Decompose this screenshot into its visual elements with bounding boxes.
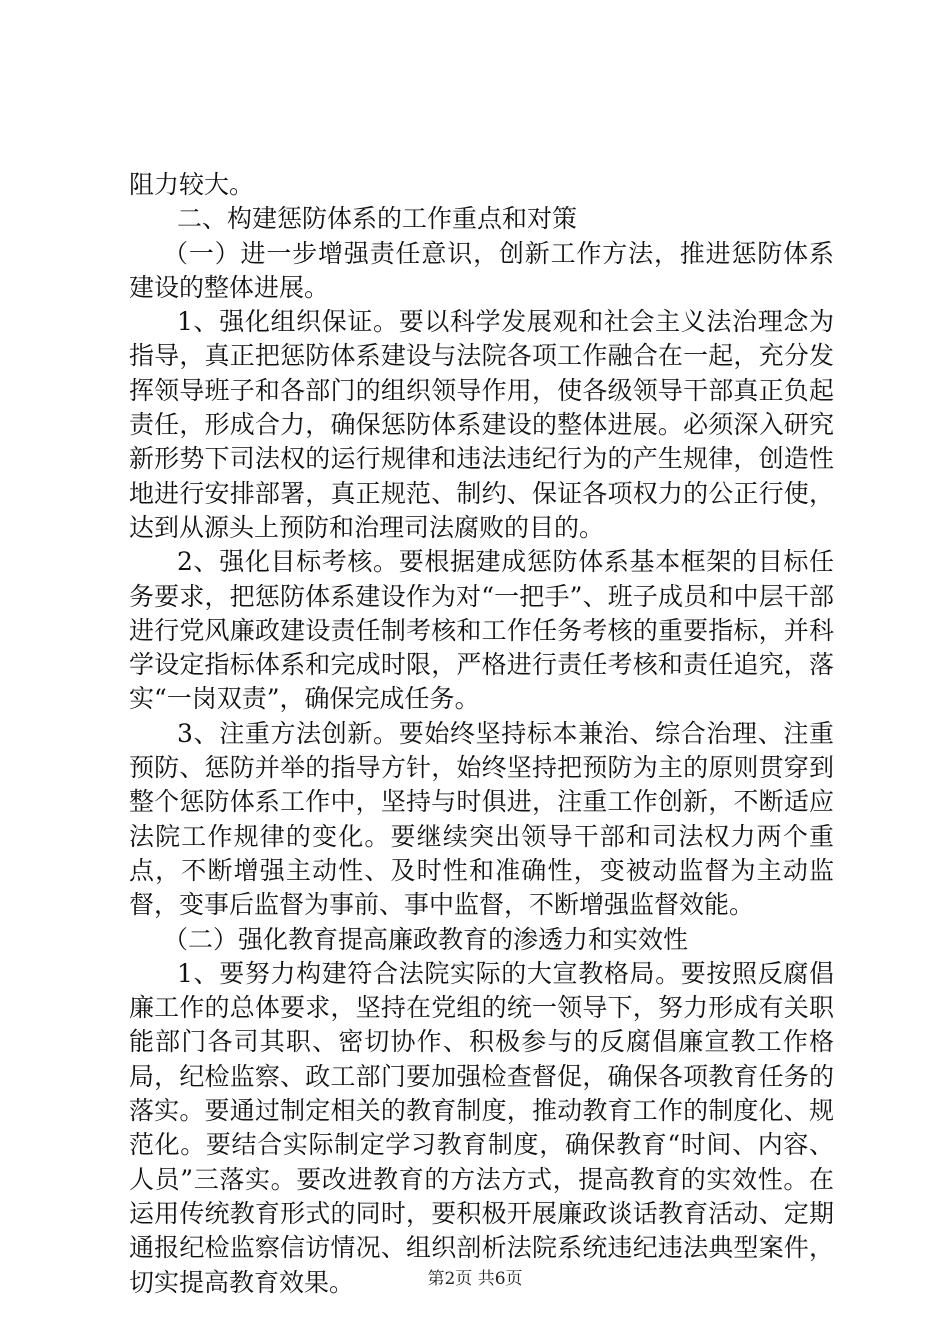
page-footer: 第2页 共6页 bbox=[427, 1269, 523, 1289]
sub-heading-two: （二）强化教育提高廉政教育的渗透力和实效性 bbox=[163, 924, 689, 954]
section-heading: 二、构建惩防体系的工作重点和对策 bbox=[177, 204, 578, 234]
body-text bbox=[129, 168, 834, 1300]
paragraph-item-3: 3、注重方法创新。要始终坚持标本兼治、综合治理、注重预防、惩防并举的指导方针，始终坚持把预防为主的原则贯穿到整个惩防体系工作中，坚持与时俱进，注重工作创新，不断适应法院工作规律的变化。要继续突出领导干部和司法权力两个重点，不断增强主动性、及时性和准确性，变被动监督为主动监督，变事后监督为事前、事中监督，不断增强监督效能。 bbox=[129, 718, 834, 920]
paragraph-item-2: 2、强化目标考核。要根据建成惩防体系基本框架的目标任务要求，把惩防体系建设作为对“一把手”、班子成员和中层干部进行党风廉政建设责任制考核和工作任务考核的重要指标，并科学设定指标体系和完成时限，严格进行责任考核和责任追究，落实“一岗双责”，确保完成任务。 bbox=[129, 547, 834, 714]
sub-heading-one: （一）进一步增强责任意识，创新工作方法，推进惩防体系建设的整体进展。 bbox=[129, 238, 834, 302]
paragraph-continuation: 阻力较大。 bbox=[129, 170, 255, 199]
paragraph-item-4: 1、要努力构建符合法院实际的大宣教格局。要按照反腐倡廉工作的总体要求，坚持在党组的统一领导下，努力形成有关职能部门各司其职、密切协作、积极参与的反腐倡廉宣教工作格局，纪检监察、政工部门要加强检查督促，确保各项教育任务的落实。要通过制定相关的教育制度，推动教育工作的制度化、规范化。要结合实际制定学习教育制度，确保教育“时间、内容、人员”三落实。要改进教育的方法方式，提高教育的实效性。在运用传统教育形式的同时，要积极开展廉政谈话教育活动、定期通报纪检监察信访情况、组织剖析法院系统违纪违法典型案件，切实提高教育效果。 bbox=[129, 958, 834, 1297]
paragraph-item-1: 1、强化组织保证。要以科学发展观和社会主义法治理念为指导，真正把惩防体系建设与法院各项工作融合在一起，充分发挥领导班子和各部门的组织领导作用，使各级领导干部真正负起责任，形成合力，确保惩防体系建设的整体进展。必须深入研究新形势下司法权的运行规律和违法违纪行为的产生规律，创造性地进行安排部署，真正规范、制约、保证各项权力的公正行使，达到从源头上预防和治理司法腐败的目的。 bbox=[129, 307, 834, 542]
